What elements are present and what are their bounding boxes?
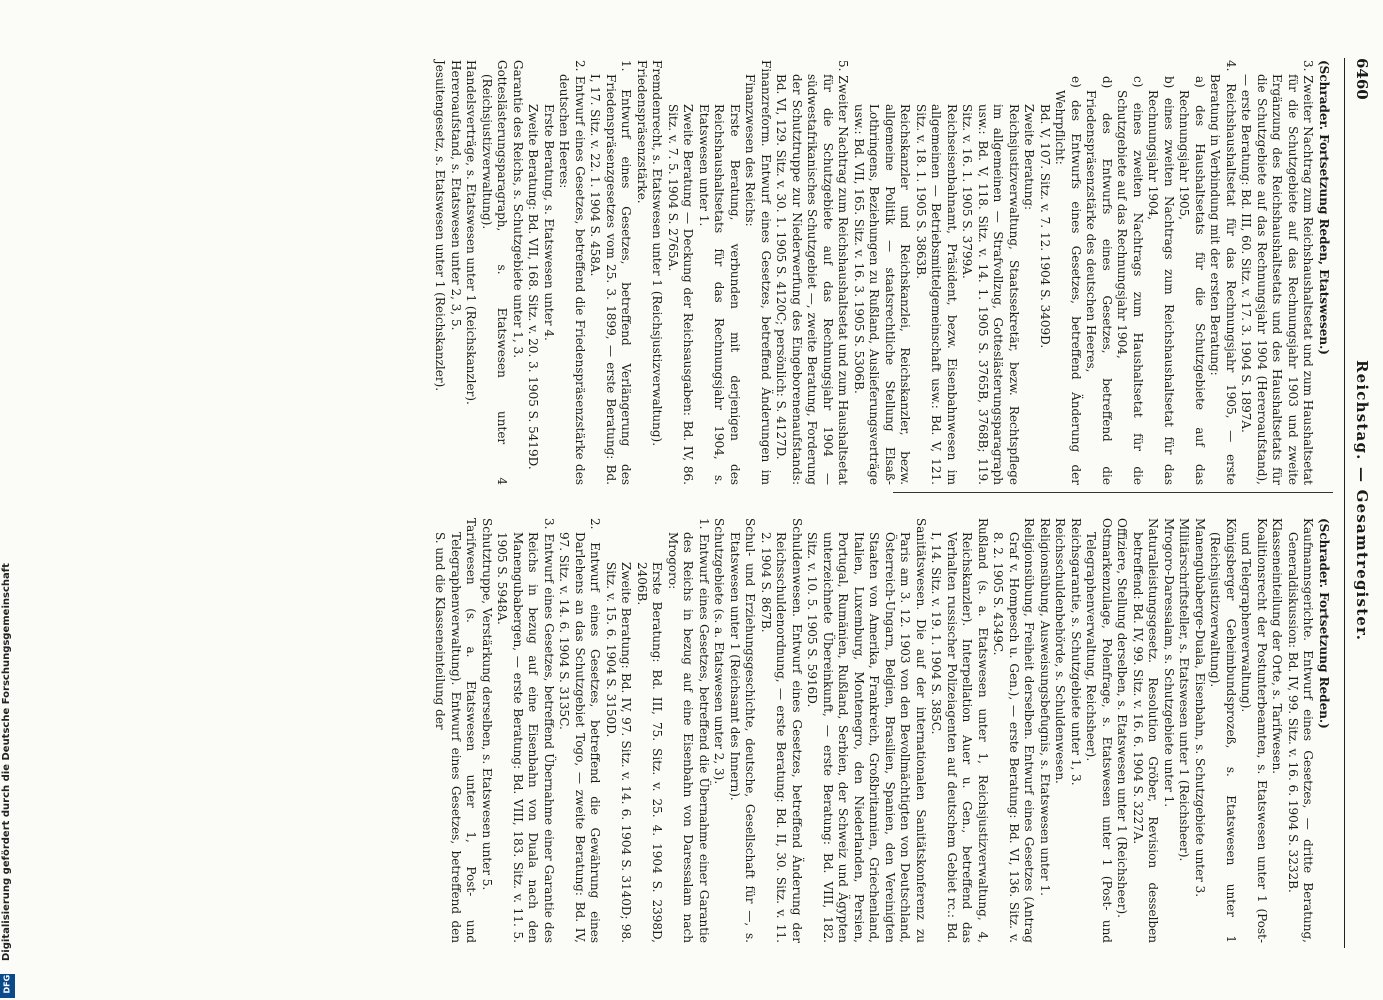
right-column-entry: Königsberger Geheimbundsprozeß, s. Etatswesen unter 1 (Reichsjustizverwaltung). — [1208, 518, 1238, 943]
left-column-entry: 5. Zweiter Nachtrag zum Reichshaushaltsetat und zum Haushaltsetat für die Schutzgebiete auf das Rechnungsjahr 1904 — südwestafrikanisches Schutzgebiet —, zweite Beratung, Forderung der Schutztruppe zur Niederwerfung des Eingeborenenaufstands: Bd. VI, 129. Sitz. v. 30. 1. 1905 S. 4120C; persönlich: S. 4127D. — [774, 60, 851, 485]
left-column-entry: e) des Entwurfs eines Gesetzes, betreffend Änderung der Wehrpflicht: — [1053, 76, 1083, 485]
right-column-entry: Koalitionsrecht der Postunterbeamten, s. Etatswesen unter 1 (Post- und Telegraphenverwaltung). — [1239, 518, 1269, 943]
right-column-entry: Schuldenwesen. Entwurf eines Gesetzes, betreffend Änderung der Reichsschuldenordnung, — erste Beratung: Bd. II, 30. Sitz. v. 11. 2. 1904 S. 867B. — [759, 518, 804, 943]
right-column-entry: Kaufmannsgerichte. Entwurf eines Gesetzes, — dritte Beratung, Generaldiskussion: Bd. IV, 99. Sitz. v. 16. 6. 1904 S. 3232B. — [1286, 518, 1316, 943]
left-column-entry: 2. Entwurf eines Gesetzes, betreffend die Friedenspräsenzstärke des deutschen Heeres: — [557, 60, 587, 485]
right-column-entry: Ostmarkenzulage, Polenfrage, s. Etatswesen unter 1 (Post- und Telegraphenverwaltung, Reichsheer). — [1084, 518, 1114, 943]
left-column-entry: 3. Zweiter Nachtrag zum Reichshaushaltsetat und zum Haushaltsetat für die Schutzgebiete auf das Rechnungsjahr 1903 und zweite Ergänzung des Reichshaushaltsetats und des Haushaltsetats für die Schutzgebiete auf das Rechnungsjahr 1904 (Hereroaufstand), — erste Beratung: Bd. III, 60. Sitz. v. 17. 3. 1904 S. 1897A. — [1239, 60, 1316, 485]
right-column-entry: Schutztruppe, Verstärkung derselben, s. Etatswesen unter 5. — [480, 518, 494, 891]
right-column-entry: Mrogoro-Daressalam, s. Schutzgebiete unter 1. — [1162, 518, 1176, 808]
right-column-entry: 2. Entwurf eines Gesetzes, betreffend die Gewährung eines Darlehens an das Schutzgebiet Togo, — zweite Beratung: Bd. IV, 97. Sitz. v. 14. 6. 1904 S. 3135C. — [557, 518, 603, 943]
left-column-entry: Garantie des Reichs, s. Schutzgebiete unter 1, 3. — [511, 60, 525, 359]
left-column-entry: Gotteslästerungsparagraph, s. Etatswesen unter 4 (Reichsjustizverwaltung). — [480, 60, 510, 485]
right-column-entry: Rußland (s. a. Etatswesen unter 1, Reichsjustizverwaltung, 4, Reichskanzler). Interpellation Auer u. Gen., betreffend das Verhalten russischer Polizeiagenten auf deutschem Gebiet rc.: Bd. I, 14. Sitz. v. 19. 1. 1904 S. 385C. — [929, 518, 990, 943]
right-column-entry: 1. Entwurf eines Gesetzes, betreffend die Übernahme einer Garantie des Reichs in bezug auf eine Eisenbahn von Daressalam nach Mrogoro: — [666, 518, 711, 943]
dfg-logo — [0, 974, 15, 998]
right-column-entry: 3. Entwurf eines Gesetzes, betreffend Übernahme einer Garantie des Reichs in bezug auf eine Eisenbahn von Duala nach den Manengubabergen, — erste Beratung: Bd. VIII, 183. Sitz. v. 11. 5. 1905 S. 5948A. — [495, 518, 556, 943]
right-column-entry: Offiziere, Stellung derselben, s. Etatswesen unter 1 (Reichsheer). — [1115, 518, 1130, 918]
right-column-entry: Religionsübung, Ausweisungsbefugnis, s. Etatswesen unter 1. — [1038, 518, 1052, 896]
left-column-entry: Erste Beratung, verbunden mit derjenigen des Reichshaushaltsetats für das Rechnungsjahr 1904, s. Etatswesen unter 1. — [697, 104, 742, 485]
credit-text: Digitalisierung gefördert durch die Deutsche Forschungsgemeinschaft — [1, 563, 12, 961]
left-column-entry: Fremdenrecht, s. Etatswesen unter 1 (Reichsjustizverwaltung). — [650, 60, 665, 447]
left-column-entry: Jesuitengesetz, s. Etatswesen unter 1 (Reichskanzler). — [433, 60, 448, 392]
right-column-entry: (Schrader. Fortsetzung Reden.) — [1317, 518, 1331, 729]
left-column-entry: Friedenspräsenzstärke. — [635, 60, 649, 204]
left-column-entry: a) des Haushaltsetats für die Schutzgebiete auf das Rechnungsjahr 1905, — [1177, 76, 1207, 485]
right-column-entry: Reichsschuldenbehörde, s. Schuldenwesen. — [1053, 518, 1068, 784]
left-column-entry: 4. Reichshaushaltsetat für das Rechnungsjahr 1905, — erste Beratung in Verbindung mit der ersten Beratung: — [1208, 60, 1238, 485]
left-column-entry: (Schrader. Fortsetzung Reden, Etatswesen.) — [1317, 60, 1331, 355]
left-column-entry: Handelsverträge, s. Etatswesen unter 1 (Reichskanzler). — [464, 60, 479, 405]
left-column-entry: Finanzreform. Entwurf eines Gesetzes, betreffend Änderungen im Finanzwesen des Reichs: — [743, 60, 773, 485]
left-column-entry: Zweite Beratung: — [1022, 104, 1037, 211]
right-column-entry: Erste Beratung: Bd. III, 75. Sitz. v. 25. 4. 1904 S. 2398D, 2406B. — [635, 562, 665, 943]
right-column-entry: Militärschriftsteller, s. Etatswesen unter 1 (Reichsheer). — [1177, 518, 1192, 862]
left-column-entry: Reichseisenbahnamt, Präsident, bezw. Eisenbahnwesen im allgemeinen — Betriebsmittelgemeinschaft usw.: Bd. V, 121. Sitz. v. 18. 1. 1905 S. 3863B. — [914, 104, 959, 485]
left-column-entry: Reichsjustizverwaltung, Staatssekretär, bezw. Rechtspflege im allgemeinen — Strafvollzug, Gotteslästerungsparagraph usw.: Bd. V, 118. Sitz. v. 14. 1. 1905 S. 3765B, 3768B; 119. Sitz. v. 16. 1. 1905 S. 3799A. — [960, 104, 1021, 485]
right-column-entry: Schutzgebiete (s. a. Etatswesen unter 2, 3). — [712, 518, 727, 785]
left-column-entry: Zweite Beratung: Bd. VII, 168. Sitz. v. 20. 3. 1905 S. 5419D. — [526, 104, 541, 470]
dfg-logo-text: DFG — [2, 974, 12, 994]
header-rule — [1344, 58, 1345, 948]
right-column-entry: Sanitätswesen. Die auf der internationalen Sanitätskonferenz zu Paris am 3. 12. 1903 von den Bevollmächtigten von Deutschland, Österreich-Ungarn, Belgien, Brasilien, Spanien, den Vereinigten Staaten von Amerika, Frankreich, Großbritannien, Griechenland, Italien, Luxemburg, Montenegro, den Niederlanden, Persien, Portugal, Rumänien, Rußland, Serbien, der Schweiz und Ägypten unterzeichnete Übereinkunft, — erste Beratung: Bd. VIII, 182. Sitz. v. 10. 5. 1905 S. 5916D. — [805, 518, 928, 943]
left-column-entry: c) eines zweiten Nachtrags zum Haushaltsetat für die Schutzgebiete auf das Rechnungsjahr 1904, — [1115, 76, 1145, 485]
running-title: Reichstag. — Gesamtregister. — [1353, 360, 1371, 642]
right-column-entry: Naturalleistungsgesetz. Resolution Gröber, Revision desselben betreffend: Bd. IV, 99. Sitz. v. 16. 6. 1904 S. 3227A. — [1131, 518, 1161, 943]
right-column — [432, 518, 1331, 943]
right-column-entry: Klasseneinteilung der Orte, s. Tarifwesen. — [1270, 518, 1285, 774]
left-column-entry: b) eines zweiten Nachtrags zum Reichshaushaltsetat für das Rechnungsjahr 1904, — [1146, 76, 1176, 485]
left-column-entry: d) des Entwurfs eines Gesetzes, betreffend die Friedenspräsenzstärke des deutschen Heeres, — [1084, 76, 1114, 485]
right-column-entry: Reichsgarantie, s. Schutzgebiete unter 1, 3. — [1069, 518, 1083, 786]
left-column-entry: Reichskanzler und Reichskanzlei, Reichskanzler, bezw. allgemeine Politik — staatsrechtliche Stellung Elsaß-Lothringens, Beziehungen zu Rußland, Auslieferungsverträge usw.: Bd. VII, 165. Sitz. v. 16. 3. 1905 S. 5306B. — [852, 104, 913, 485]
page-number: 6460 — [1353, 58, 1371, 100]
left-column-entry: Erste Beratung, s. Etatswesen unter 4. — [542, 104, 556, 341]
left-column-entry: 1. Entwurf eines Gesetzes, betreffend Verlängerung des Friedenspräsenzgesetzes vom 25. 3. 1899, — erste Beratung: Bd. I, 17. Sitz. v. 22. 1. 1904 S. 458A. — [588, 60, 634, 485]
right-column-entry: Manengubaberge-Duala, Eisenbahn, s. Schutzgebiete unter 3. — [1193, 518, 1207, 898]
right-column-entry: Tarifwesen (s. a. Etatswesen unter 1, Post- und Telegraphenverwaltung). Entwurf eines Gesetzes, betreffend den S. und die Klasseneinteilung der — [433, 518, 479, 943]
column-divider — [893, 492, 1333, 493]
digitization-credit — [1, 12, 15, 972]
left-column — [432, 60, 1331, 485]
left-column-entry: Zweite Beratung — Deckung der Reichsausgaben: Bd. IV, 86. Sitz. v. 7. 5. 1904 S. 2765A. — [666, 104, 696, 485]
left-column-entry: Hereroaufstand, s. Etatswesen unter 2, 3, 5. — [449, 60, 463, 331]
right-column-entry: Zweite Beratung: Bd. IV, 97. Sitz. v. 14. 6. 1904 S. 3140D; 98. Sitz. v. 15. 6. 1904 S. 3150D. — [604, 562, 634, 943]
right-column-entry: Religionsübung, Freiheit derselben. Entwurf eines Gesetzes (Antrag Graf v. Hompesch u. Gen.), — erste Beratung: Bd. VI, 136. Sitz. v. 8. 2. 1905 S. 4349C. — [991, 518, 1037, 943]
right-column-entry: Schul- und Erziehungsgeschichte, deutsche, Gesellschaft für —, s. Etatswesen unter 1 (Reichsamt des Innern). — [728, 518, 758, 943]
left-column-entry: Bd. V, 107. Sitz. v. 7. 12. 1904 S. 3409D. — [1038, 104, 1052, 349]
